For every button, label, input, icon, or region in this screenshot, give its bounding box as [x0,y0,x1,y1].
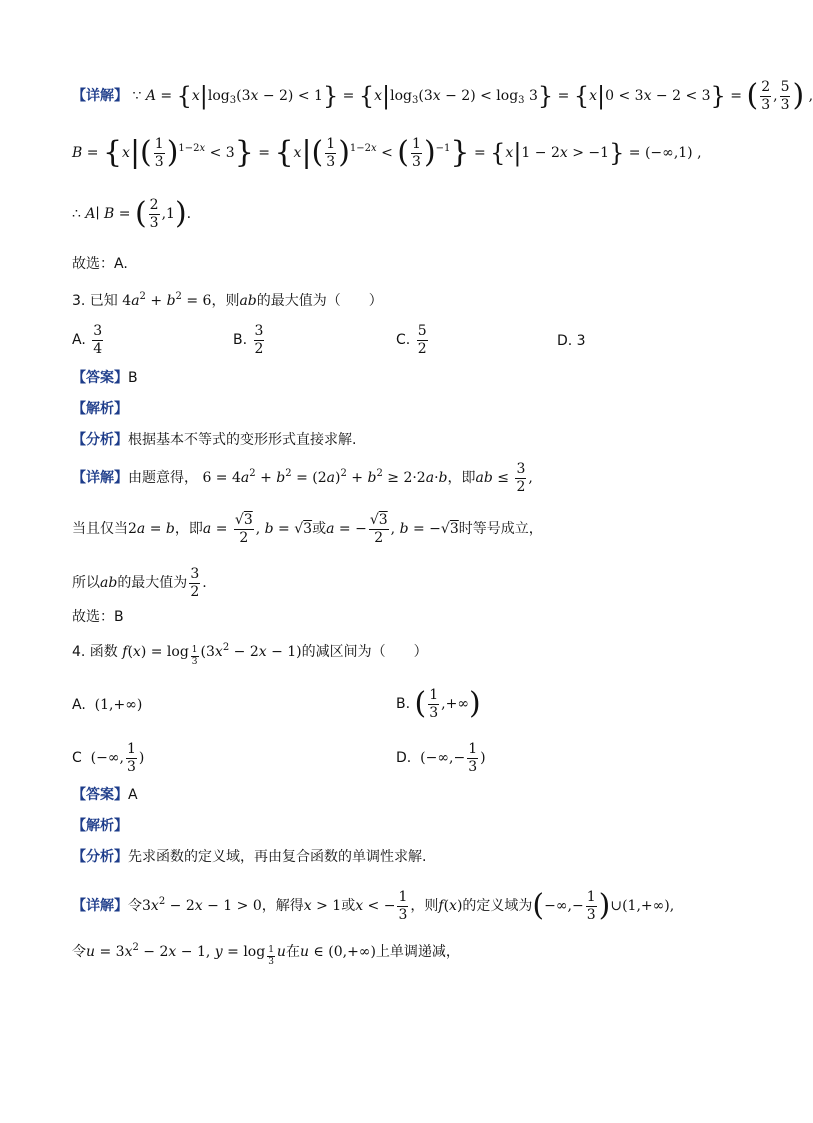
q4-detail-line-2 [72,942,460,967]
q4-detail-or: 或 [341,898,356,915]
q4-fx: f(x) [438,898,463,915]
detail-tag: 【详解】 [72,470,128,487]
q3-eq-end: 时等号成立， [458,521,543,538]
q4-option-b [396,688,481,720]
q4-option-c-label: C [72,750,82,767]
q4-option-b-value: ( $\frac{1}{3}$ ,+∞) [414,686,481,722]
q3-detail-line-1 [72,462,533,494]
q3-option-a [72,324,105,356]
q4-quadratic: $3x^2 - 2x - 1 > 0$ [142,896,262,915]
q4-detail-domain: 的定义域为 [462,898,533,915]
q4-let-in: 在 [285,944,300,960]
q3-option-a-label: A. [72,332,86,349]
q4-answer [72,788,138,802]
q4-let-end: 上单调递减， [375,944,460,960]
q4-let-prefix: 令 [72,944,86,960]
q3-stem-suffix: ，则 [211,293,240,309]
q3-option-b [233,324,266,356]
q4-detail-then: ，则 [410,898,439,915]
q3-detail-line-3 [72,567,207,599]
q4-option-a-label: A. [72,697,86,713]
q3-eq-cond: 2a = b [128,521,175,538]
q4-detail-solve: ，解得 [261,898,304,915]
q3-so-ab: ab [100,575,118,592]
q3-ab-bound: ab ≤ $\frac{3}{2}$ , [475,461,533,495]
q3-option-c [396,324,430,356]
outline-tag: 【分析】 [72,432,128,448]
q4-option-c-value: (−∞, $\frac{1}{3}$ ) [86,741,145,775]
q4-answer-value: A [128,787,138,803]
q4-stem [72,642,428,667]
q4-option-a [72,698,142,712]
q3-answer [72,371,138,385]
q4-outline [72,850,426,864]
q4-detail-prefix: 令 [128,898,142,915]
q4-option-d-label: D. [396,750,412,767]
q4-outline-text: 先求函数的定义域，再由复合函数的单调性求解. [128,849,427,865]
q3-condition: $4a^2 + b^2 = 6$ [122,291,212,309]
q3-option-c-label: C. [396,332,411,349]
q3-outline-text: 根据基本不等式的变形形式直接求解. [128,432,357,448]
q4-option-b-label: B. [396,696,411,713]
q4-u-range: u ∈ (0,+∞) [299,944,376,960]
q3-stem [72,291,383,309]
q3-so-value: $\frac{3}{2}$ . [190,566,207,600]
q3-option-b-label: B. [233,332,248,349]
q4-domain-value: (−∞,− $\frac{1}{3}$ )∪(1,+∞), [532,888,675,924]
q4-analysis-tag: 【解析】 [72,818,128,834]
q3-so-mid: 的最大值为 [117,575,188,592]
q3-detail-line-2 [72,513,543,545]
q4-option-c [72,742,144,774]
q4-function: f(x) = log $_{\frac{1}{3}}$ $(3x^2 - 2x - 1)$ [122,642,302,667]
q4-stem-prefix: 4. 函数 [72,644,118,660]
q4-detail-line-1 [72,890,674,922]
q3-detail-mid: ，即 [447,470,476,487]
q3-ab: ab [239,293,257,309]
q2-detail-line-1 [72,80,813,112]
math-set-a: ∵ $A = \{x|\log_3(3x - 2) < 1\} = \{x|\log_3(3x - 2) < \log_3 3\} = \{x|0 < 3x - 2 < 3\}$ = ( $\frac{2}{3}$ , $\frac{5}{3}$ ) , [132,78,813,114]
q3-eq-value-2: a = − $\frac{√3}{2}$ , b = −√3 [326,512,459,546]
q4-root-2: x < − $\frac{1}{3}$ [355,889,408,923]
detail-tag: 【详解】 [72,898,128,915]
answer-tag: 【答案】 [72,787,128,803]
q2-choose: 故选：A. [72,256,128,272]
q3-option-d: D. 3 [557,333,586,349]
q3-analysis-tag: 【解析】 [72,401,128,417]
q3-detail-prefix: 由题意得， [128,470,198,487]
detail-tag: 【详解】 [72,88,128,105]
q3-inequality: $6 = 4a^2 + b^2 = (2a)^2 + b^2 \ge 2\cdot 2a\cdot b$ [202,468,448,487]
q3-answer-value: B [128,370,138,386]
q3-outline [72,433,356,447]
q3-eq-text: 当且仅当 [72,521,128,538]
q2-detail-line-3 [72,198,191,230]
answer-tag: 【答案】 [72,370,128,386]
q3-stem-end: 的最大值为（ ） [256,293,383,309]
q3-so-prefix: 所以 [72,575,100,592]
outline-tag: 【分析】 [72,849,128,865]
q2-detail-line-2 [72,137,702,169]
q3-option-c-value: $\frac{5}{2}$ [417,323,427,357]
q3-option-b-value: $\frac{3}{2}$ [254,323,264,357]
q4-option-a-value: (1,+∞) [90,697,143,713]
q3-stem-prefix: 3. 已知 [72,293,118,309]
q3-option-a-value: $\frac{3}{4}$ [93,323,103,357]
q3-eq-or: 或 [312,521,327,538]
q3-eq-mid: ，即 [174,521,203,538]
math-intersection: ∴ A∣ B = ( $\frac{2}{3}$ ,1). [72,196,192,232]
q4-substitution: $u = 3x^2 - 2x - 1$, y = log $_{\frac{1}{3}}$ u [86,942,286,967]
math-set-b: B = {x|( $\frac{1}{3}$ )$^{1-2x}$ < 3} = {x|( $\frac{1}{3}$ )$^{1-2x}$ < ( $\frac{1}{3}$ )$^{-1}$} = {x|1 − 2x > −1} = (−∞,1) , [72,135,702,171]
q4-stem-end: 的减区间为（ ） [301,644,428,660]
q4-option-d [396,742,486,774]
q3-eq-value-1: a = $\frac{√3}{2}$ , b = √3 [202,512,313,546]
q3-choose: 故选：B [72,609,124,625]
q4-root-1: x > 1 [303,898,342,915]
q4-option-d-value: (−∞,− $\frac{1}{3}$ ) [415,741,486,775]
